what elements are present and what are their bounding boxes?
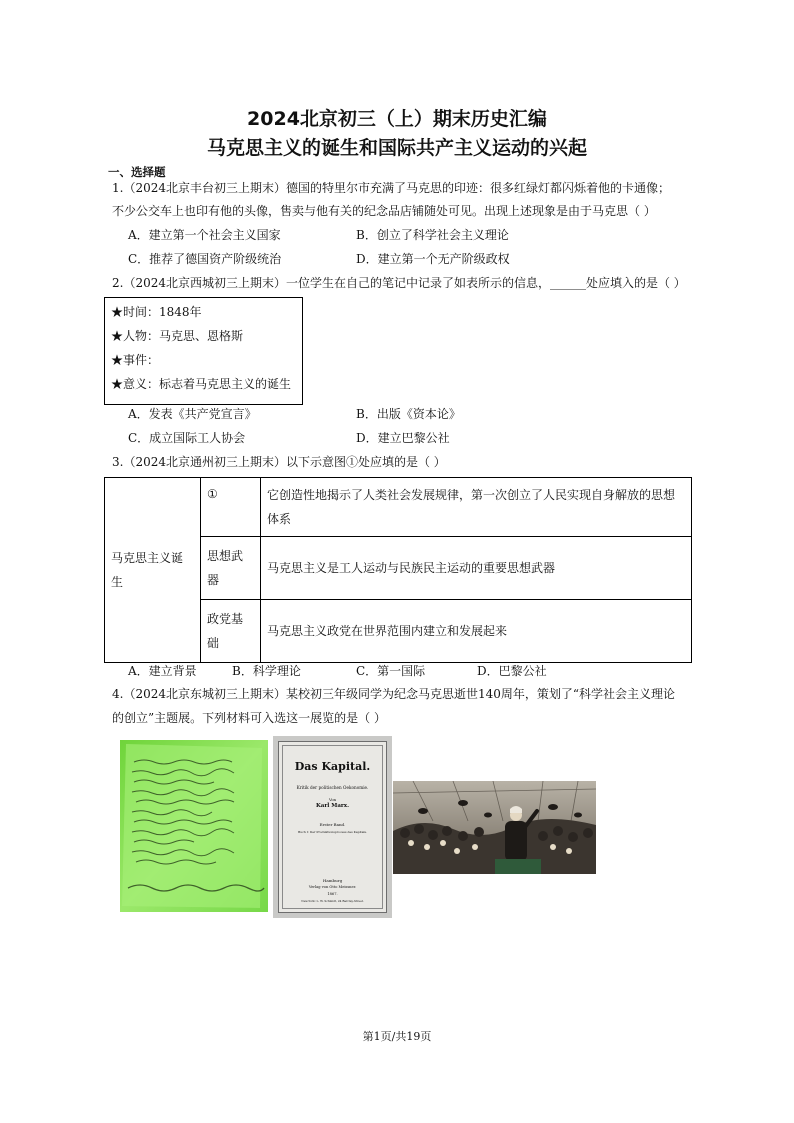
left-header-text: 马克思主义诞生 — [111, 551, 184, 589]
book-publisher: Verlag von Otto Meissner. — [308, 885, 357, 889]
row-content-text: 马克思主义政党在世界范围内建立和发展起来 — [267, 624, 508, 638]
manuscript-image — [120, 740, 268, 912]
note-line-time: ★时间：1848年 — [111, 305, 202, 319]
row-content — [261, 600, 692, 663]
book-line: Buch I: Der Produktionsprocess des Kapitals. — [298, 830, 367, 834]
q3-option-d: D．巴黎公社 — [477, 664, 547, 678]
row-content — [261, 478, 692, 537]
note-line-meaning: ★意义：标志着马克思主义的诞生 — [111, 377, 292, 391]
row-label — [201, 537, 261, 600]
q4-stem-line1: 4.（2024北京东城初三上期末）某校初三年级同学为纪念马克思逝世140周年，策划了“科学社会主义理论 — [112, 687, 676, 701]
q2-option-c: C．成立国际工人协会 — [128, 431, 246, 445]
q3-table — [104, 477, 692, 663]
book-page — [278, 741, 387, 913]
row-label — [201, 600, 261, 663]
q3-stem: 3.（2024北京通州初三上期末）以下示意图①处应填的是（ ） — [112, 455, 446, 469]
book-volume: Erster Band. — [319, 822, 346, 827]
q2-option-d: D．建立巴黎公社 — [356, 431, 450, 445]
book-by: Von — [328, 797, 337, 802]
book-year: 1867. — [327, 892, 338, 896]
book-author: Karl Marx. — [316, 803, 349, 809]
q2-note-box — [104, 297, 303, 405]
row-label-text: 政党基础 — [207, 612, 244, 650]
note-line-people: ★人物：马克思、恩格斯 — [111, 329, 244, 343]
q3-option-b: B．科学理论 — [232, 664, 301, 678]
q2-option-b: B．出版《资本论》 — [356, 407, 461, 421]
row-content-text: 它创造性地揭示了人类社会发展规律，第一次创立了人民实现自身解放的思想体系 — [267, 488, 676, 526]
row-content-text: 马克思主义是工人运动与民族民主运动的重要思想武器 — [267, 561, 556, 575]
row-label-text: 思想武器 — [207, 549, 244, 587]
page-subtitle: 马克思主义的诞生和国际共产主义运动的兴起 — [206, 137, 587, 159]
q1-option-b: B．创立了科学社会主义理论 — [356, 228, 509, 242]
row-label — [201, 478, 261, 537]
page-title: 2024北京初三（上）期末历史汇编 — [247, 108, 547, 130]
row-content — [261, 537, 692, 600]
q1-option-a: A．建立第一个社会主义国家 — [128, 228, 281, 242]
q1-option-c: C．推荐了德国资产阶级统治 — [128, 252, 282, 266]
table-row — [105, 478, 692, 537]
page-number: 第1页/共19页 — [362, 1030, 432, 1043]
q3-option-c: C．第一国际 — [356, 664, 426, 678]
q2-stem: 2.（2024北京西城初三上期末）一位学生在自己的笔记中记录了如表所示的信息，______处应填入的是（ ） — [112, 276, 686, 290]
section-label: 一、选择题 — [108, 165, 166, 179]
book-title: Das Kapital. — [294, 760, 371, 773]
q2-option-a: A．发表《共产党宣言》 — [128, 407, 257, 421]
q1-stem-line1: 1.（2024北京丰台初三上期末）德国的特里尔市充满了马克思的印迹：很多红绿灯都闪烁着他的卡通像； — [112, 181, 670, 195]
book-subtitle: Kritik der politischen Oekonomie. — [296, 785, 369, 790]
q1-stem-line2: 不少公交车上也印有他的头像，售卖与他有关的纪念品店铺随处可见。出现上述现象是由于马克思（ ） — [112, 204, 656, 218]
table-left-header — [105, 478, 201, 663]
row-label-text: ① — [207, 487, 218, 501]
note-line-event: ★事件： — [111, 353, 160, 367]
crowd-scene-image — [393, 781, 596, 874]
das-kapital-image — [273, 736, 392, 918]
book-city: Hamburg — [322, 878, 343, 883]
q1-option-d: D．建立第一个无产阶级政权 — [356, 252, 510, 266]
q3-option-a: A．建立背景 — [128, 664, 197, 678]
q4-stem-line2: 的创立”主题展。下列材料可入选这一展览的是（ ） — [112, 711, 386, 725]
book-agency: New-York: L. W. Schmidt, 24 Barclay-Street. — [301, 899, 364, 903]
